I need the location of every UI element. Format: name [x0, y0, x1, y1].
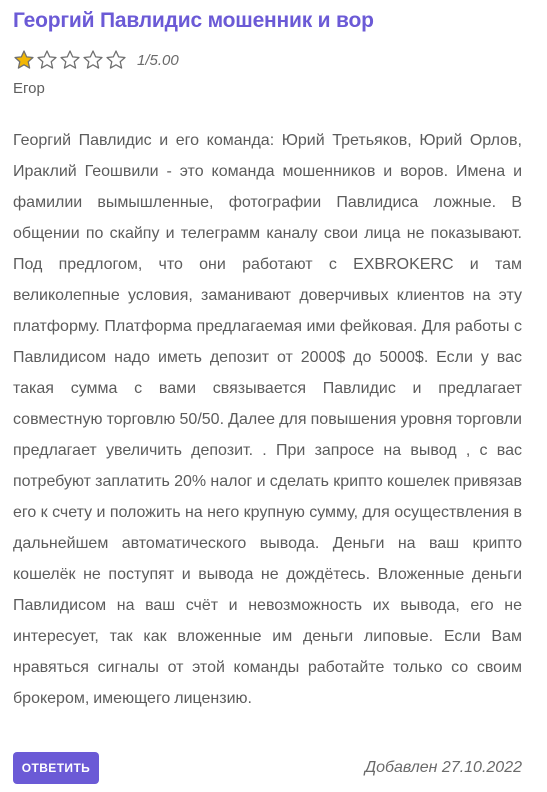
review-date: Добавлен 27.10.2022 — [364, 759, 522, 776]
star-icon — [82, 49, 104, 71]
rating-score: 1/5.00 — [137, 51, 179, 69]
star-icon — [36, 49, 58, 71]
star-shape — [84, 51, 102, 68]
reply-button[interactable]: ОТВЕТИТЬ — [13, 752, 99, 784]
review-card — [13, 0, 522, 792]
star-icon — [105, 49, 127, 71]
star-shape — [61, 51, 79, 68]
star-icon — [13, 49, 35, 71]
review-text: Георгий Павлидис и его команда: Юрий Третьяков, Юрий Орлов, Ираклий Геошвили - это команда мошенников и воров. Имена и фамилии вымышленные, фотографии Павлидиса ложные. В общении по скайпу и телеграмм каналу свои лица не показывают. Под предлогом, что они работают с EXBROKERC и там великолепные условия, заманивают доверчивых клиентов на эту платформу. Платформа предлагаемая ими фейковая. Для работы с Павлидисом надо иметь депозит от 2000$ до 5000$. Если у вас такая сумма с вами связывается Павлидис и предлагает совместную торговлю 50/50. Далее для повышения уровня торговли предлагает увеличить депозит. . При запросе на вывод , с вас потребуют заплатить 20% налог и сделать крипто кошелек привязав его к счету и положить на него крупную сумму, для осуществления в дальнейшем автоматического вывода. Деньги на ваш крипто кошелёк не поступят и вывода не дождётесь. Вложенные деньги Павлидисом на ваш счёт и невозможность их вывода, его не интересует, так как вложенные им деньги липовые. Если Вам нравяться сигналы от этой команды работайте только со своим брокером, имеющего лицензию. — [13, 132, 522, 707]
review-author: Егор — [13, 80, 45, 97]
star-icon — [59, 49, 81, 71]
rating-row — [13, 48, 179, 72]
star-shape — [15, 51, 33, 68]
review-title: Георгий Павлидис мошенник и вор — [13, 9, 374, 32]
star-shape — [107, 51, 125, 68]
rating-stars — [13, 49, 127, 71]
star-shape — [38, 51, 56, 68]
